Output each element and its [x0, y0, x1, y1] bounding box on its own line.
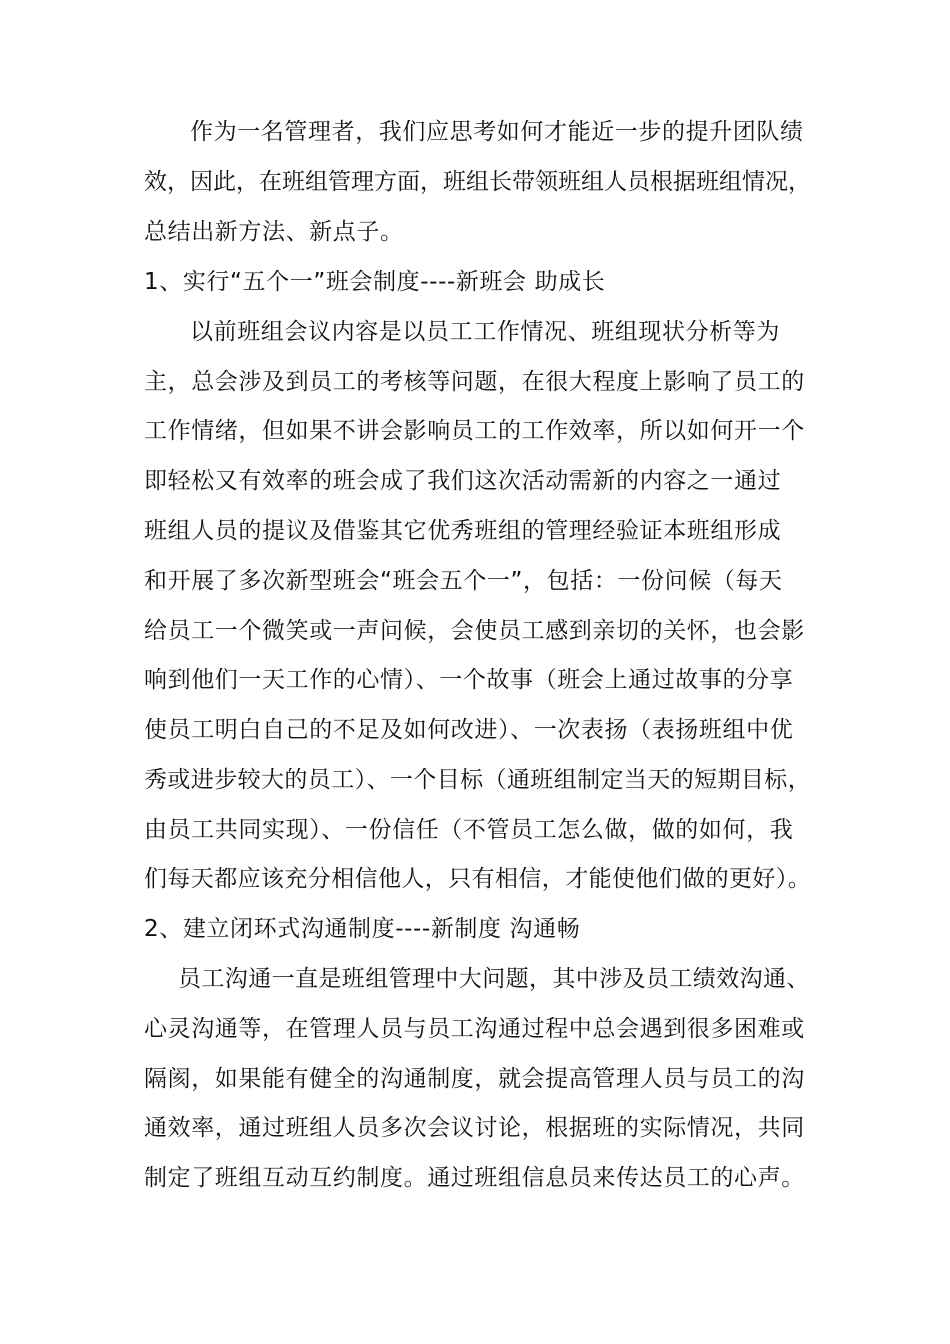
text-line: 员工沟通一直是班组管理中大问题，其中涉及员工绩效沟通、 — [178, 966, 810, 992]
text-line: 给员工一个微笑或一声问候，会使员工感到亲切的关怀，也会影 — [144, 618, 805, 644]
text-line: 通效率，通过班组人员多次会议讨论，根据班的实际情况，共同 — [144, 1115, 805, 1141]
text-line: 制定了班组互动互约制度。通过班组信息员来传达员工的心声。 — [144, 1165, 805, 1191]
text-line: 使员工明白自己的不足及如何改进）、一次表扬（表扬班组中优 — [144, 717, 794, 743]
text-line: 心灵沟通等，在管理人员与员工沟通过程中总会遇到很多困难或 — [144, 1016, 805, 1042]
text-line: 们每天都应该充分相信他人，只有相信，才能使他们做的更好）。 — [144, 866, 812, 892]
text-line: 总结出新方法、新点子。 — [144, 219, 404, 245]
text-line: 响到他们一天工作的心情）、一个故事（班会上通过故事的分享 — [144, 667, 794, 693]
text-line: 以前班组会议内容是以员工工作情况、班组现状分析等为 — [190, 319, 780, 345]
text-line: 和开展了多次新型班会“班会五个一”，包括：一份问候（每天 — [144, 568, 783, 594]
section-heading-1: 1、实行“五个一”班会制度----新班会 助成长 — [144, 269, 606, 295]
section-heading-2: 2、建立闭环式沟通制度----新制度 沟通畅 — [144, 916, 581, 942]
text-line: 主，总会涉及到员工的考核等问题，在很大程度上影响了员工的 — [144, 369, 805, 395]
text-line: 班组人员的提议及借鉴其它优秀班组的管理经验证本班组形成 — [144, 518, 782, 544]
text-line: 工作情绪，但如果不讲会影响员工的工作效率，所以如何开一个 — [144, 418, 805, 444]
text-line: 作为一名管理者，我们应思考如何才能近一步的提升团队绩 — [190, 119, 804, 145]
text-line: 隔阂，如果能有健全的沟通制度，就会提高管理人员与员工的沟 — [144, 1066, 805, 1092]
text-line: 秀或进步较大的员工）、一个目标（通班组制定当天的短期目标， — [144, 767, 812, 793]
text-line: 即轻松又有效率的班会成了我们这次活动需新的内容之一通过 — [144, 468, 782, 494]
text-line: 效，因此，在班组管理方面，班组长带领班组人员根据班组情况， — [144, 169, 811, 195]
text-line: 由员工共同实现）、一份信任（不管员工怎么做，做的如何，我 — [144, 817, 794, 843]
